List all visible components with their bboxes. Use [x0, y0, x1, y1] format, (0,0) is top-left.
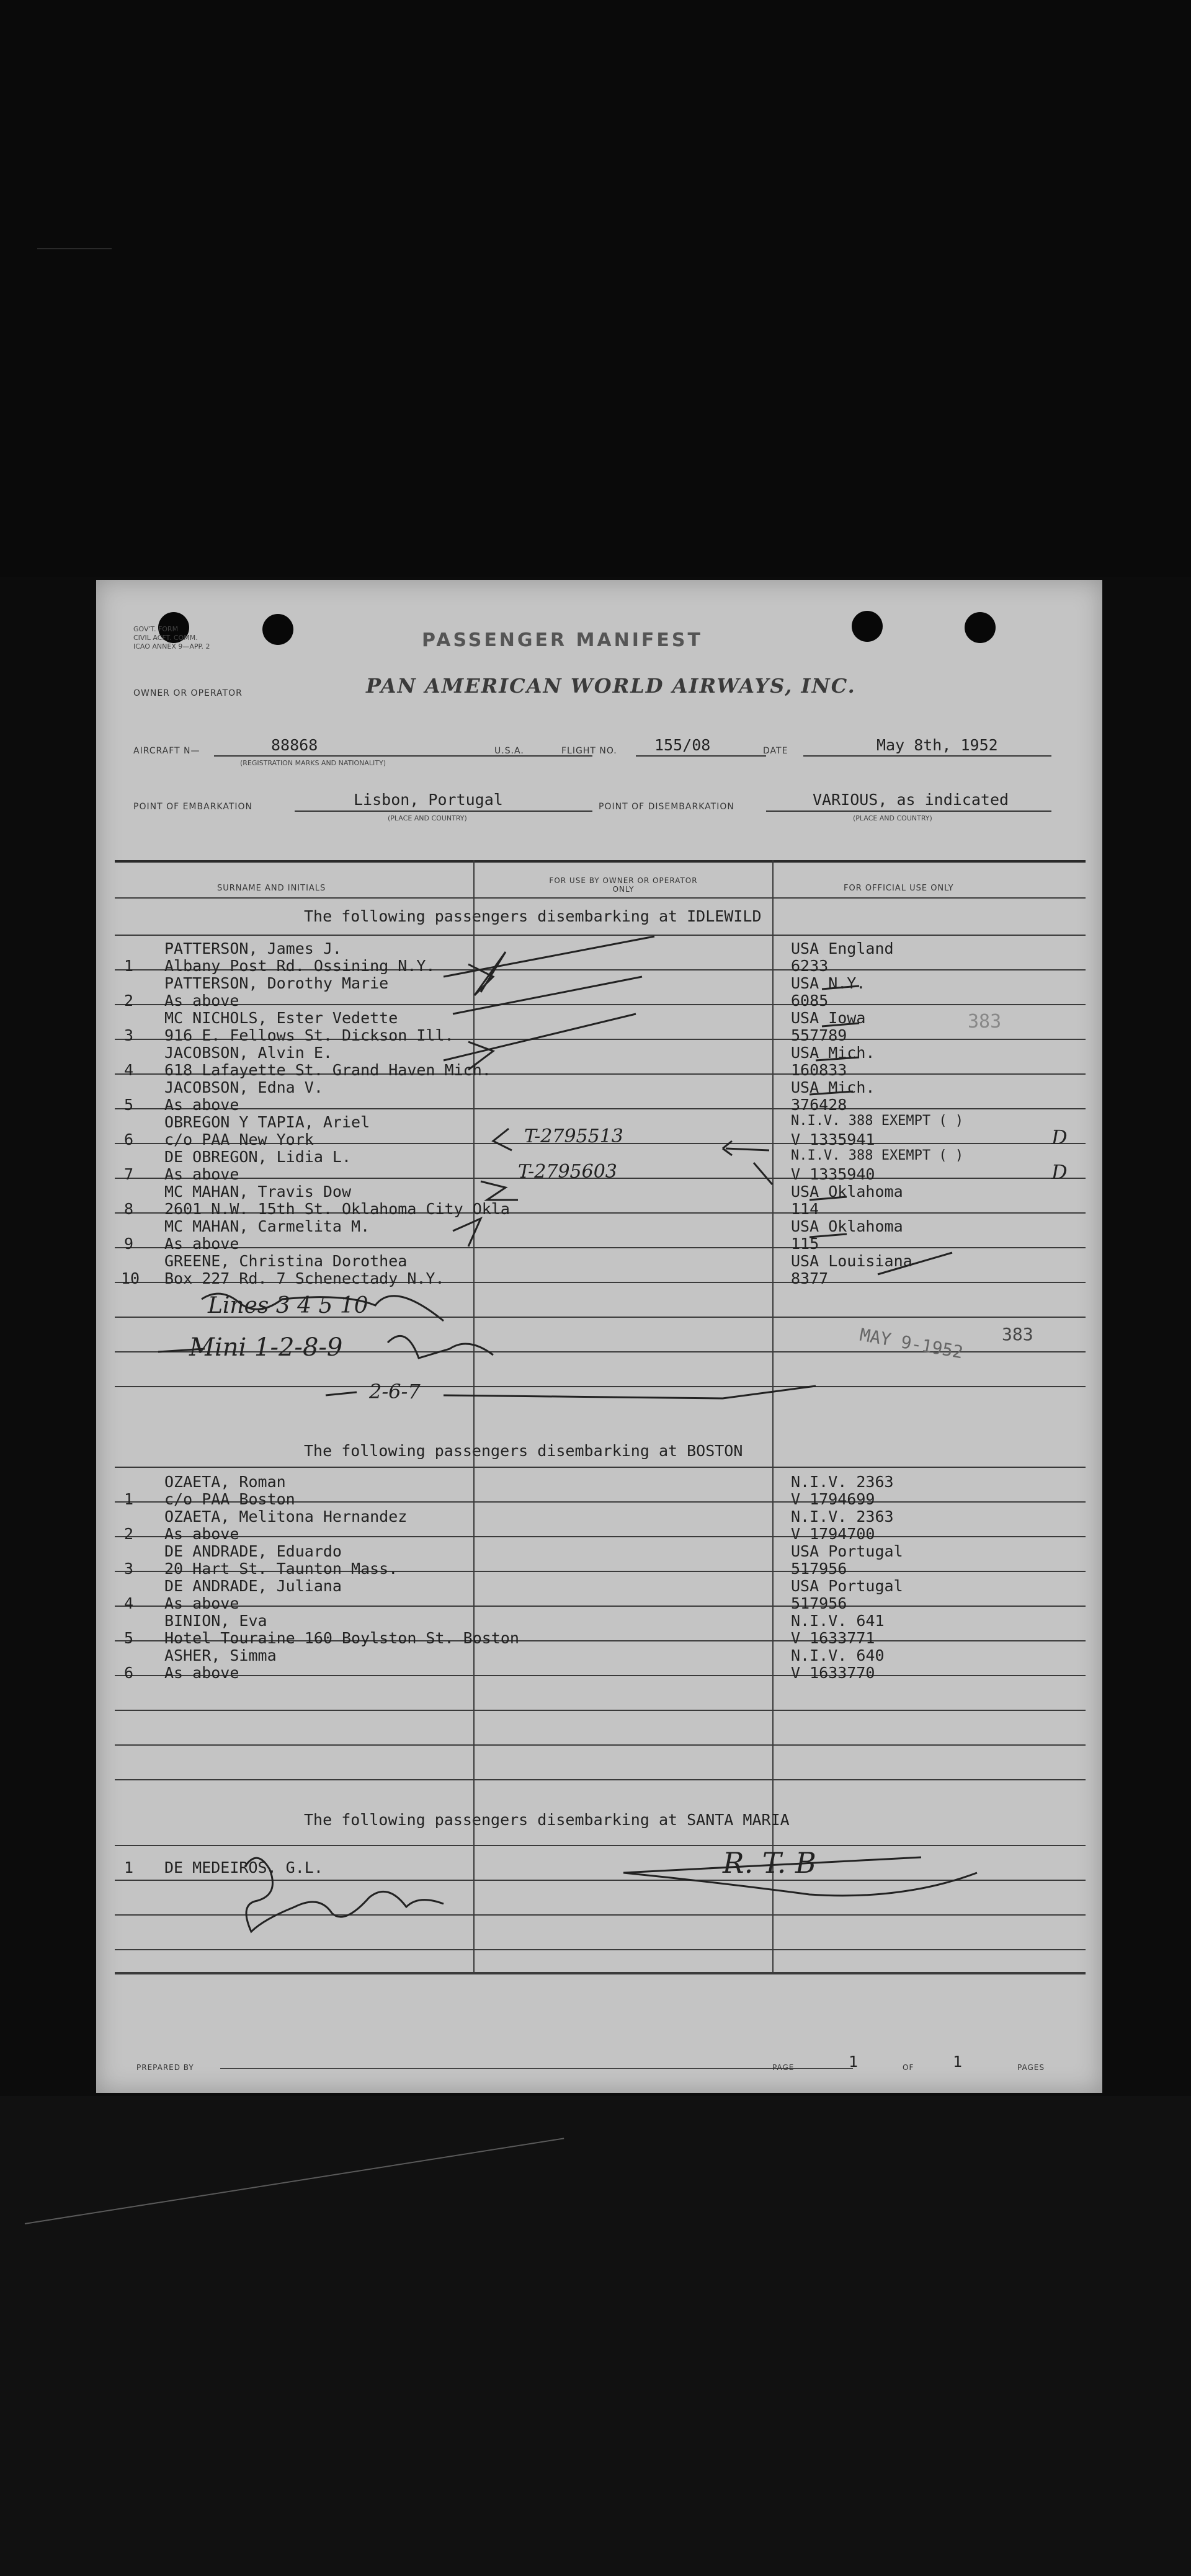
- flight-number: 155/08: [654, 736, 711, 754]
- line-number: 9: [124, 1235, 134, 1253]
- official-entry: 115: [791, 1235, 819, 1253]
- official-entry: USA Mich.: [791, 1044, 875, 1062]
- place-note: (PLACE AND COUNTRY): [388, 814, 467, 822]
- passenger-address: As above: [164, 1165, 239, 1183]
- film-scratch: [37, 248, 112, 249]
- passenger-address: 916 E. Fellows St. Dickson Ill.: [164, 1026, 454, 1044]
- col-header-official: FOR OFFICIAL USE ONLY: [844, 884, 954, 893]
- official-entry: USA Louisiana: [791, 1252, 912, 1270]
- disembarkation-point: VARIOUS, as indicated: [813, 791, 1009, 809]
- handwritten-d-mark: D: [1051, 1160, 1068, 1184]
- passenger-name: PATTERSON, James J.: [164, 939, 342, 957]
- passenger-address: Albany Post Rd. Ossining N.Y.: [164, 957, 435, 975]
- film-top-margin: [0, 0, 1191, 577]
- official-entry: USA Portugal: [791, 1542, 903, 1560]
- of-label: OF: [903, 2063, 914, 2072]
- handwritten-note: Mini 1-2-8-9: [189, 1333, 343, 1362]
- nationality: U.S.A.: [494, 746, 524, 756]
- flight-label: FLIGHT NO.: [561, 746, 617, 756]
- col-header-operator-text: FOR USE BY OWNER OR OPERATOR ONLY: [549, 876, 698, 894]
- line-number: 4: [124, 1061, 134, 1079]
- page-label: PAGE: [772, 2063, 795, 2072]
- passenger-name: OZAETA, Roman: [164, 1473, 286, 1491]
- official-entry: N.I.V. 388 EXEMPT ( ): [791, 1148, 964, 1163]
- registration-note: (REGISTRATION MARKS AND NATIONALITY): [240, 759, 386, 767]
- passenger-address: 2601 N.W. 15th St. Oklahoma City Okla: [164, 1200, 510, 1218]
- inspector-initials: R. T. B: [723, 1846, 816, 1880]
- prepared-by-label: PREPARED BY: [136, 2063, 194, 2072]
- official-entry: N.I.V. 640: [791, 1646, 885, 1664]
- official-entry: USA Oklahoma: [791, 1217, 903, 1235]
- line-number: 4: [124, 1594, 134, 1612]
- official-entry: 517956: [791, 1594, 847, 1612]
- passenger-name: OZAETA, Melitona Hernandez: [164, 1508, 408, 1526]
- handwritten-t-number: T-2795513: [524, 1126, 623, 1147]
- passenger-address: As above: [164, 1096, 239, 1114]
- form-ref-line: CIVIL ACFT. COMM.: [133, 634, 198, 642]
- line-number: 6: [124, 1130, 134, 1148]
- handwritten-note: 2-6-7: [369, 1380, 421, 1403]
- passenger-name: DE ANDRADE, Juliana: [164, 1577, 342, 1595]
- passenger-name: JACOBSON, Edna V.: [164, 1078, 323, 1096]
- passenger-name: JACOBSON, Alvin E.: [164, 1044, 332, 1062]
- line-number: 8: [124, 1200, 134, 1218]
- official-entry: N.I.V. 2363: [791, 1508, 894, 1526]
- embarkation-label: POINT OF EMBARKATION: [133, 802, 253, 812]
- official-entry: USA Mich.: [791, 1078, 875, 1096]
- official-entry: 517956: [791, 1560, 847, 1578]
- passenger-address: As above: [164, 1664, 239, 1682]
- official-entry: USA N.Y.: [791, 974, 866, 992]
- line-number: 1: [124, 957, 134, 975]
- form-ref-line: ICAO ANNEX 9—APP. 2: [133, 642, 210, 651]
- official-entry: V 1794699: [791, 1490, 875, 1508]
- received-date-stamp: MAY 9-1952: [858, 1324, 965, 1363]
- official-entry: 6085: [791, 992, 829, 1010]
- passenger-name: PATTERSON, Dorothy Marie: [164, 974, 389, 992]
- aircraft-number: 88868: [271, 736, 318, 754]
- passenger-address: As above: [164, 992, 239, 1010]
- handwritten-d-mark: D: [1051, 1126, 1068, 1149]
- passenger-name: OBREGON Y TAPIA, Ariel: [164, 1113, 370, 1131]
- official-entry: V 1794700: [791, 1525, 875, 1543]
- passenger-name: MC MAHAN, Travis Dow: [164, 1183, 352, 1201]
- official-entry: V 1335940: [791, 1165, 875, 1183]
- section-heading-idlewild: The following passengers disembarking at IDLEWILD: [304, 907, 762, 925]
- handwritten-note: Lines 3 4 5 10: [208, 1293, 368, 1318]
- line-number: 7: [124, 1165, 134, 1183]
- section-heading-santa-maria: The following passengers disembarking at SANTA MARIA: [304, 1811, 790, 1829]
- total-pages: 1: [953, 2053, 963, 2071]
- official-entry: USA Iowa: [791, 1009, 866, 1027]
- official-entry: 376428: [791, 1096, 847, 1114]
- stamp-number: 383: [1002, 1324, 1033, 1344]
- official-number-stamp: 383: [968, 1011, 1002, 1033]
- official-entry: 6233: [791, 957, 829, 975]
- line-number: 5: [124, 1096, 134, 1114]
- line-number: 3: [124, 1026, 134, 1044]
- embarkation-point: Lisbon, Portugal: [354, 791, 503, 809]
- passenger-address: c/o PAA Boston: [164, 1490, 295, 1508]
- passenger-address: As above: [164, 1235, 239, 1253]
- official-entry: V 1633771: [791, 1629, 875, 1647]
- passenger-name: DE MEDEIROS, G.L.: [164, 1859, 323, 1876]
- official-entry: V 1633770: [791, 1664, 875, 1682]
- place-note: (PLACE AND COUNTRY): [853, 814, 932, 822]
- passenger-name: BINION, Eva: [164, 1612, 267, 1630]
- handwritten-t-number: T-2795603: [518, 1161, 617, 1183]
- official-entry: USA England: [791, 939, 894, 957]
- passenger-address: As above: [164, 1594, 239, 1612]
- manifest-title: PASSENGER MANIFEST: [422, 629, 703, 651]
- col-header-surname: SURNAME AND INITIALS: [217, 884, 326, 893]
- passenger-address: c/o PAA New York: [164, 1130, 314, 1148]
- official-entry: 160833: [791, 1061, 847, 1079]
- flight-date: May 8th, 1952: [877, 736, 998, 754]
- official-entry: 557789: [791, 1026, 847, 1044]
- line-number: 10: [121, 1269, 140, 1287]
- line-number: 2: [124, 1525, 134, 1543]
- date-label: DATE: [763, 746, 788, 756]
- line-number: 6: [124, 1664, 134, 1682]
- passenger-name: MC NICHOLS, Ester Vedette: [164, 1009, 398, 1027]
- owner-label: OWNER OR OPERATOR: [133, 688, 243, 698]
- airline-name: PAN AMERICAN WORLD AIRWAYS, INC.: [366, 674, 856, 698]
- form-ref-line: GOV'T. FORM: [133, 625, 179, 633]
- official-entry: USA Portugal: [791, 1577, 903, 1595]
- page-number: 1: [849, 2053, 859, 2071]
- official-entry: USA Oklahoma: [791, 1183, 903, 1201]
- ink-marks: [96, 580, 1102, 2093]
- passenger-name: DE OBREGON, Lidia L.: [164, 1148, 352, 1166]
- passenger-address: Hotel Touraine 160 Boylston St. Boston: [164, 1629, 519, 1647]
- official-entry: 114: [791, 1200, 819, 1218]
- line-number: 2: [124, 992, 134, 1010]
- aircraft-label: AIRCRAFT N—: [133, 746, 200, 756]
- line-number: 3: [124, 1560, 134, 1578]
- official-entry: V 1335941: [791, 1130, 875, 1148]
- official-entry: N.I.V. 388 EXEMPT ( ): [791, 1113, 964, 1129]
- official-entry: N.I.V. 641: [791, 1612, 885, 1630]
- line-number: 1: [124, 1490, 134, 1508]
- passenger-address: 618 Lafayette St. Grand Haven Mich.: [164, 1061, 491, 1079]
- line-number: 1: [124, 1859, 134, 1876]
- section-heading-boston: The following passengers disembarking at BOSTON: [304, 1442, 743, 1460]
- pages-label: PAGES: [1017, 2063, 1045, 2072]
- passenger-name: MC MAHAN, Carmelita M.: [164, 1217, 370, 1235]
- passenger-address: 20 Hart St. Taunton Mass.: [164, 1560, 398, 1578]
- line-number: 5: [124, 1629, 134, 1647]
- official-entry: N.I.V. 2363: [791, 1473, 894, 1491]
- passenger-address: As above: [164, 1525, 239, 1543]
- disembarkation-label: POINT OF DISEMBARKATION: [599, 802, 734, 812]
- passenger-name: ASHER, Simma: [164, 1646, 277, 1664]
- manifest-page: [96, 580, 1102, 2093]
- official-entry: 8377: [791, 1269, 829, 1287]
- film-bottom-margin: [0, 2096, 1191, 2576]
- passenger-address: Box 227 Rd. 7 Schenectady N.Y.: [164, 1269, 445, 1287]
- passenger-name: GREENE, Christina Dorothea: [164, 1252, 408, 1270]
- passenger-name: DE ANDRADE, Eduardo: [164, 1542, 342, 1560]
